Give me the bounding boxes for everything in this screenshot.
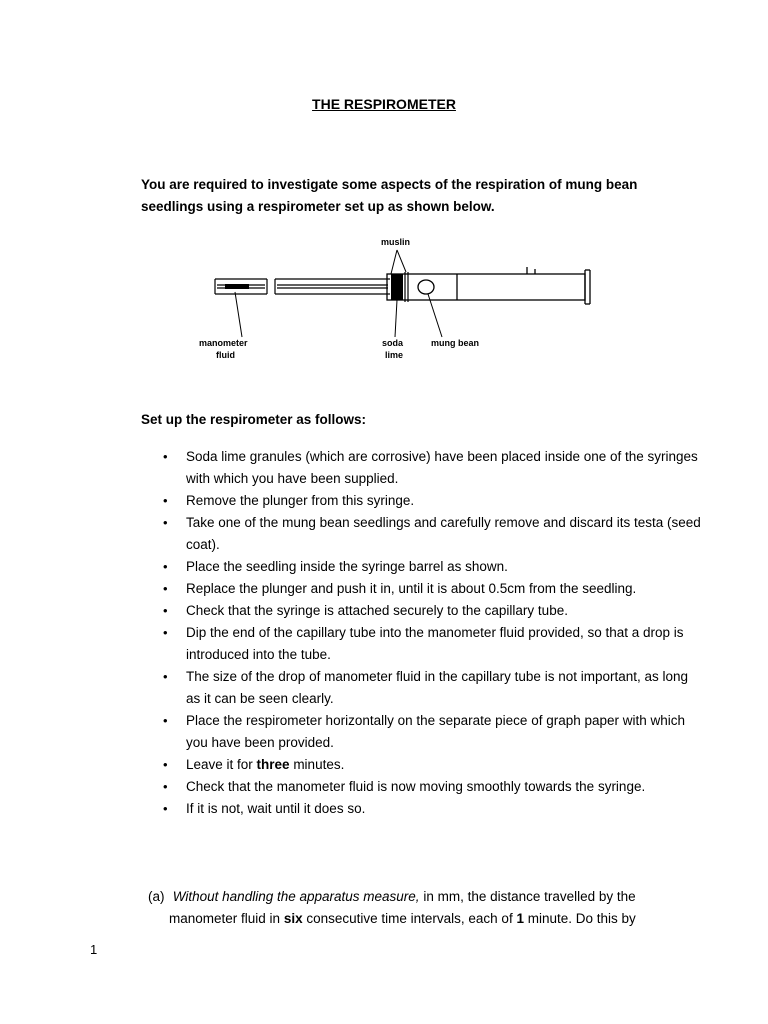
list-item: • If it is not, wait until it does so. [141,798,701,820]
list-item: • Take one of the mung bean seedlings and carefully remove and discard its testa (seed coat). [141,512,701,556]
label-fluid: fluid [216,350,235,360]
list-item: • Check that the syringe is attached securely to the capillary tube. [141,600,701,622]
label-manometer: manometer [199,338,248,348]
label-muslin: muslin [381,237,411,247]
list-item: • Remove the plunger from this syringe. [141,490,701,512]
question-a-line-1: (a) Without handling the apparatus measure, in mm, the distance travelled by the [148,886,688,908]
intro-paragraph: You are required to investigate some aspects of the respiration of mung bean seedlings using a respirometer set up as shown below. [141,177,638,214]
capillary-tube-middle [275,279,390,294]
label-soda: soda [382,338,404,348]
question-a-line-2: manometer fluid in six consecutive time intervals, each of 1 minute. Do this by [169,911,636,926]
soda-lime [391,274,403,300]
list-item: • Check that the manometer fluid is now moving smoothly towards the syringe. [141,776,701,798]
setup-heading: Set up the respirometer as follows: [141,412,367,427]
question-a [148,886,688,930]
list-item: • Dip the end of the capillary tube into the manometer fluid provided, so that a drop is introduced into the tube. [141,622,701,666]
list-item: • The size of the drop of manometer fluid in the capillary tube is not important, as long as it can be seen clearly. [141,666,701,710]
list-item: • Soda lime granules (which are corrosive) have been placed inside one of the syringes with which you have been supplied. [141,446,701,490]
syringe-barrel [387,267,590,304]
page-number: 1 [90,942,98,957]
label-mung-bean: mung bean [431,338,480,348]
label-lime: lime [385,350,404,360]
manometer-fluid-drop [225,284,249,289]
respirometer-diagram [195,222,615,370]
list-item: • Place the respirometer horizontally on the separate piece of graph paper with which you have been provided. [141,710,701,754]
page-title: THE RESPIROMETER [312,96,456,112]
list-item: • Replace the plunger and push it in, until it is about 0.5cm from the seedling. [141,578,701,600]
question-label: (a) [148,889,165,904]
muslin-layers [405,272,408,302]
setup-steps-list [141,446,701,820]
mung-bean [418,280,434,294]
list-item: • Leave it for three minutes. [141,754,701,776]
list-item: • Place the seedling inside the syringe barrel as shown. [141,556,701,578]
